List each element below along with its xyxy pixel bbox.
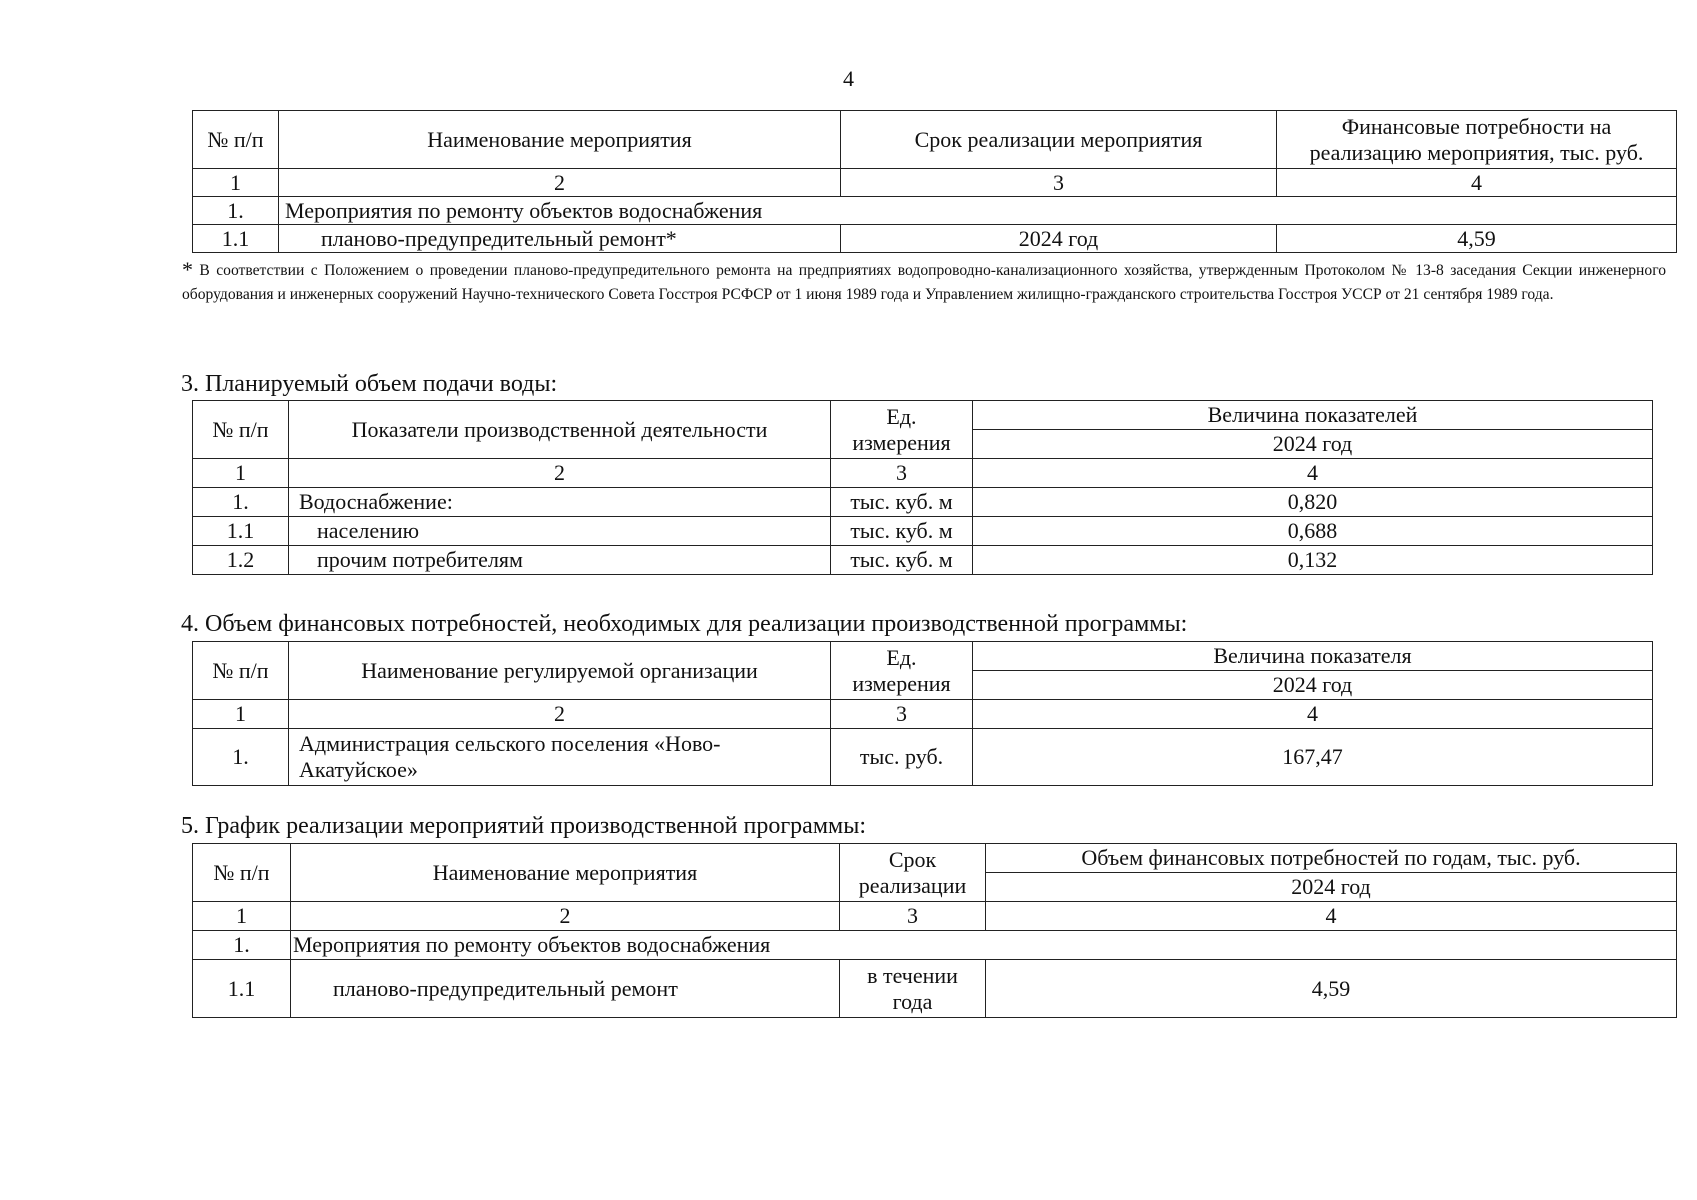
section-num: 1. [193, 197, 279, 225]
header-unit: Ед. измерения [831, 401, 973, 459]
header-year: 2024 год [973, 671, 1653, 700]
header-indicators: Показатели производственной деятельности [289, 401, 831, 459]
col-number: 1 [193, 459, 289, 488]
row-num: 1.1 [193, 517, 289, 546]
column-numbers-row [193, 459, 1653, 488]
col-number: 1 [193, 700, 289, 729]
header-unit: Ед. измерения [831, 642, 973, 700]
col-number: 3 [841, 169, 1277, 197]
finance-table [192, 641, 1653, 786]
row-unit: тыс. руб. [831, 729, 973, 786]
table-row [193, 517, 1653, 546]
col-number: 1 [193, 169, 279, 197]
section-row [193, 197, 1677, 225]
row-value: 0,132 [973, 546, 1653, 575]
footnote-star: * [182, 257, 193, 282]
header-value: Величина показателя [973, 642, 1653, 671]
col-number: 3 [831, 700, 973, 729]
header-value: Объем финансовых потребностей по годам, тыс. руб. [986, 844, 1677, 873]
header-year: 2024 год [986, 873, 1677, 902]
row-name: планово-предупредительный ремонт* [279, 225, 841, 253]
row-unit: тыс. куб. м [831, 488, 973, 517]
row-value: 4,59 [1277, 225, 1677, 253]
row-unit: тыс. куб. м [831, 546, 973, 575]
header-name: Наименование мероприятия [279, 111, 841, 169]
row-term: в течении года [840, 960, 986, 1018]
row-name: Водоснабжение: [289, 488, 831, 517]
header-name: Наименование мероприятия [291, 844, 840, 902]
table-row [193, 729, 1653, 786]
section-row [193, 931, 1677, 960]
row-value: 0,688 [973, 517, 1653, 546]
measures-table [192, 110, 1677, 253]
col-number: 3 [840, 902, 986, 931]
page-number: 4 [843, 66, 854, 91]
column-numbers-row [193, 902, 1677, 931]
row-value: 0,820 [973, 488, 1653, 517]
footnote [182, 258, 1666, 307]
header-num: № п/п [193, 111, 279, 169]
col-number: 4 [973, 700, 1653, 729]
col-number: 4 [986, 902, 1677, 931]
section5-heading: 5. График реализации мероприятий производственной программы: [181, 813, 866, 839]
header-finance: Финансовые потребности на реализацию мероприятия, тыс. руб. [1277, 111, 1677, 169]
col-number: 3 [831, 459, 973, 488]
row-organization: Администрация сельского поселения «Ново-Акатуйское» [289, 729, 831, 786]
row-name: прочим потребителям [289, 546, 831, 575]
header-term: Срок реализации мероприятия [841, 111, 1277, 169]
table-row [193, 960, 1677, 1018]
table-row [193, 546, 1653, 575]
col-number: 4 [973, 459, 1653, 488]
table-row [193, 225, 1677, 253]
row-num: 1. [193, 488, 289, 517]
column-numbers-row [193, 169, 1677, 197]
header-term: Срок реализации [840, 844, 986, 902]
column-numbers-row [193, 700, 1653, 729]
header-organization: Наименование регулируемой организации [289, 642, 831, 700]
header-year: 2024 год [973, 430, 1653, 459]
section4-heading: 4. Объем финансовых потребностей, необходимых для реализации производственной программы: [181, 611, 1188, 637]
row-num: 1.1 [193, 225, 279, 253]
row-num: 1.2 [193, 546, 289, 575]
row-term: 2024 год [841, 225, 1277, 253]
section3-heading: 3. Планируемый объем подачи воды: [181, 371, 558, 397]
water-supply-table [192, 400, 1653, 575]
col-number: 2 [289, 700, 831, 729]
col-number: 2 [289, 459, 831, 488]
col-number: 2 [291, 902, 840, 931]
row-name: планово-предупредительный ремонт [291, 960, 840, 1018]
col-number: 2 [279, 169, 841, 197]
section-name: Мероприятия по ремонту объектов водоснабжения [279, 197, 1677, 225]
row-value: 4,59 [986, 960, 1677, 1018]
col-number: 4 [1277, 169, 1677, 197]
section-name: Мероприятия по ремонту объектов водоснабжения [291, 931, 1677, 960]
row-unit: тыс. куб. м [831, 517, 973, 546]
header-num: № п/п [193, 642, 289, 700]
row-num: 1.1 [193, 960, 291, 1018]
schedule-table [192, 843, 1677, 1018]
row-num: 1. [193, 729, 289, 786]
table-row [193, 488, 1653, 517]
row-value: 167,47 [973, 729, 1653, 786]
header-num: № п/п [193, 844, 291, 902]
section-num: 1. [193, 931, 291, 960]
header-value: Величина показателей [973, 401, 1653, 430]
header-num: № п/п [193, 401, 289, 459]
footnote-text: В соответствии с Положением о проведении планово-предупредительного ремонта на предприятиях водопроводно-канализационного хозяйства, утвержденным Протоколом № 13-8 заседания Секции инженерного оборудования и инженерных сооружений Научно-технического Совета Госстроя РСФСР от 1 июня 1989 года и Управлением жилищно-гражданского строительства Госстроя УССР от 21 сентября 1989 года. [182, 262, 1666, 303]
row-name: населению [289, 517, 831, 546]
col-number: 1 [193, 902, 291, 931]
